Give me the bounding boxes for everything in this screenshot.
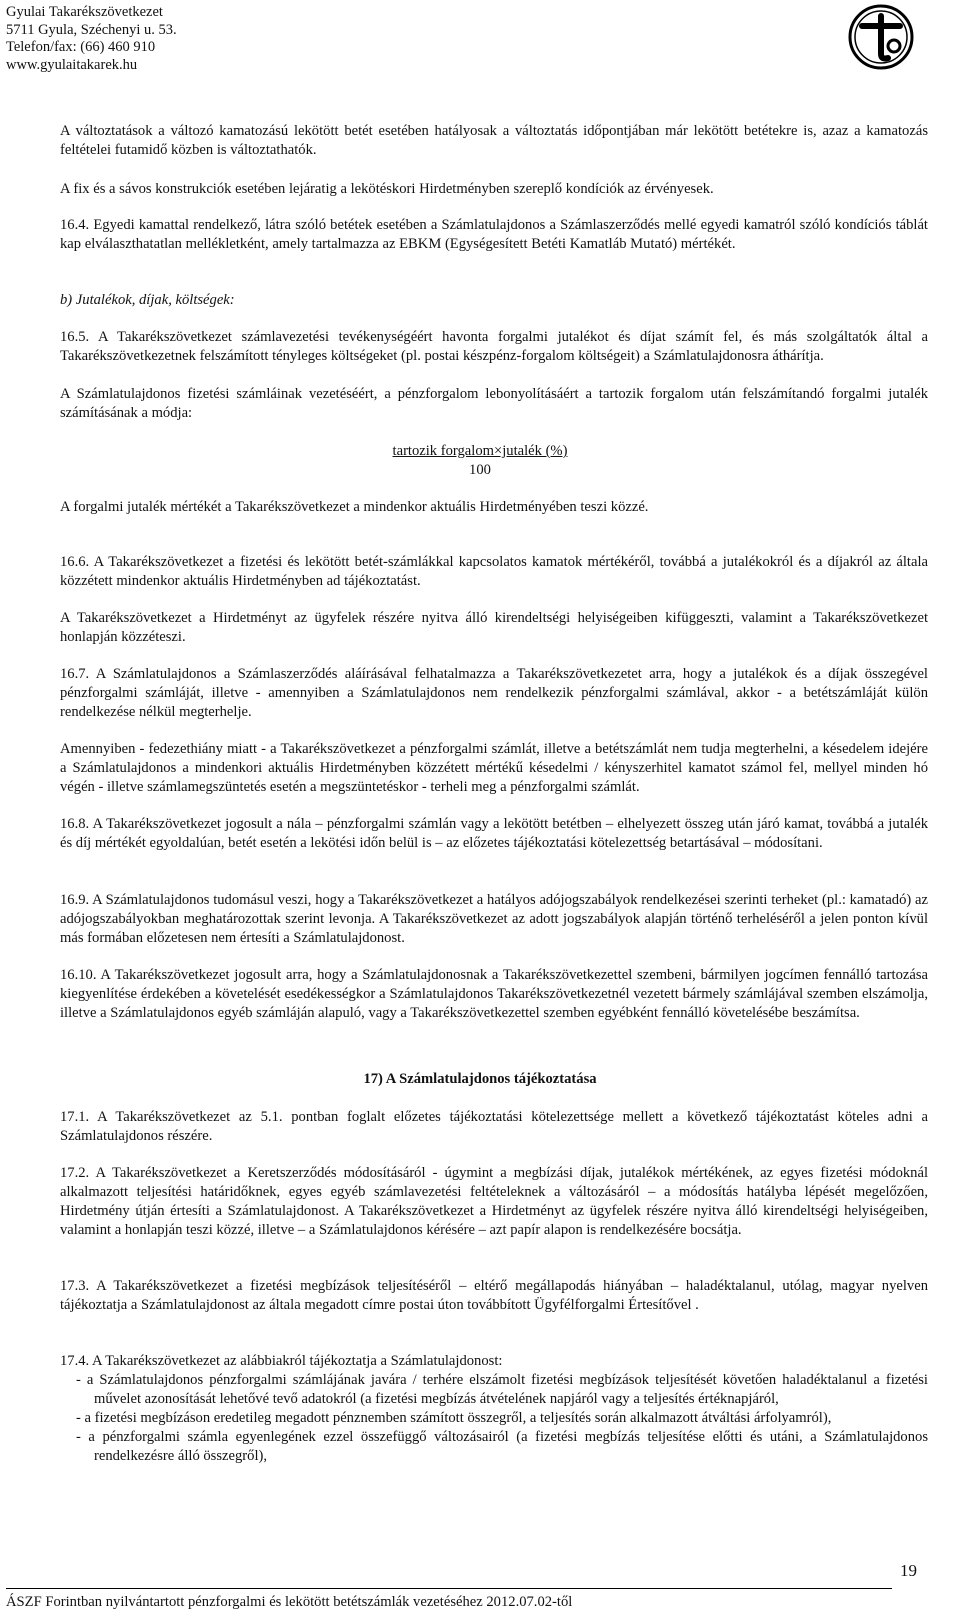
section-16-10: 16.10. A Takarékszövetkezet jogosult arra, hogy a Számlatulajdonosnak a Takarékszövetkezettel szembeni, bármilyen jogcímen fennálló tartozása kiegyenlítése érdekében a követelését esedékességkor a Számlatulajdonos Takarékszövetkezetnél vezetett bármely számlájával szemben elszámolja, illetve a Számlatulajdonos egyéb számláján alapuló, vagy a Takarékszövetkezettel szemben egyébként fennálló követelésébe beszámítsa. (60, 967, 928, 1021)
section-16-5-publish: A forgalmi jutalék mértékét a Takarékszövetkezet a mindenkor aktuális Hirdetményében teszi közzé. (60, 499, 649, 515)
commission-formula (0, 442, 960, 480)
list-item: - a Számlatulajdonos pénzforgalmi számlájának javára / terhére elszámolt fizetési megbízások teljesítését követően haladéktalanul a fizetési művelet azonosítását lehetővé tevő adatokról (a fizetési megbízás átvételének napjáról vagy a teljesítés értéknapjáról, (76, 1372, 928, 1407)
section-16-7: 16.7. A Számlatulajdonos a Számlaszerződés aláírásával felhatalmazza a Takarékszövetkezetet arra, hogy a jutalékok és a díjak összegével pénzforgalmi számláját, illetve - amennyiben a Számlatulajdonos nem rendelkezik pénzforgalmi számlával, akkor - a betétszámláját külön rendelkezése nélkül megterhelje. (60, 666, 928, 720)
section-16-7-overdraft: Amennyiben - fedezethiány miatt - a Takarékszövetkezet a pénzforgalmi számlát, illetve a betétszámlát nem tudja megterhelni, a késedelem idejére a Számlatulajdonos a mindenkori aktuális Hirdetményben közzétett mértékű késedelmi / kényszerhitel kamatot számol fel, mellyel minden hó végén - illetve számlamegszüntetés esetén a megszüntetéskor - terheli meg a pénzforgalmi számlát. (60, 741, 928, 795)
section-16-6-notice: A Takarékszövetkezet a Hirdetményt az ügyfelek részére nyitva álló kirendeltségi helyiségeiben kifüggeszti, valamint a Takarékszövetkezet honlapján közzéteszi. (60, 610, 928, 645)
section-17-4-list (76, 1371, 928, 1466)
section-16-5: 16.5. A Takarékszövetkezet számlavezetési tevékenységéért havonta forgalmi jutalékot és díjat számít fel, és más szolgáltatók által a Takarékszövetkezetnek felszámított tényleges költségeket (pl. postai készpénz-forgalom költségeit) a Számlatulajdonosra áthárítja. (60, 329, 928, 364)
section-17-heading: 17) A Számlatulajdonos tájékoztatása (363, 1071, 597, 1087)
subheading-fees: b) Jutalékok, díjak, költségek: (60, 292, 235, 308)
bank-address: 5711 Gyula, Széchenyi u. 53. (6, 21, 177, 38)
bank-name: Gyulai Takarékszövetkezet (6, 4, 163, 20)
paragraph-variable-rate: A változtatások a változó kamatozású lekötött betét esetében hatályosak a változtatás időpontjában már lekötött betétekre is, azaz a kamatozás feltételei futamidő közben is változtathatók. (60, 123, 928, 158)
section-17-4: 17.4. A Takarékszövetkezet az alábbiakról tájékoztatja a Számlatulajdonost: (60, 1353, 503, 1369)
footer-title: ÁSZF Forintban nyilvántartott pénzforgalmi és lekötött betétszámlák vezetéséhez 2012.07.02-től (6, 1594, 573, 1610)
bank-phone: Telefon/fax: (66) 460 910 (6, 39, 156, 55)
section-16-6: 16.6. A Takarékszövetkezet a fizetési és lekötött betét-számlákkal kapcsolatos kamatok mértékéről, továbbá a jutalékokról és a díjakról az általa közzétett mindenkor aktuális Hirdetményben ad tájékoztatást. (60, 554, 928, 589)
formula-denominator: 100 (469, 462, 491, 478)
section-17-3: 17.3. A Takarékszövetkezet a fizetési megbízások teljesítéséről – eltérő megállapodás hiányában – haladéktalanul, utólag, magyar nyelven tájékoztatja a Számlatulajdonost az általa megadott címre postai úton továbbított Ügyfélforgalmi Értesítővel . (60, 1278, 928, 1313)
takarekszovetkezet-logo-icon (848, 4, 914, 70)
section-16-4: 16.4. Egyedi kamattal rendelkező, látra szóló betétek esetében a Számlatulajdonos a Számlaszerződés mellé egyedi kamatról szóló kondíciós táblát kap elválaszthatatlan mellékletként, amely tartalmazza az EBKM (Egységesített Betéti Kamatláb Mutató) mértékét. (60, 217, 928, 252)
section-16-8: 16.8. A Takarékszövetkezet jogosult a nála – pénzforgalmi számlán vagy a lekötött betétben – elhelyezett összeg után járó kamat, továbbá a jutalék és díj mértékét egyoldalúan, betét esetén a lekötési időn belül is – az előzetes tájékoztatási kötelezettség betartásával – módosítani. (60, 816, 928, 851)
section-17-2: 17.2. A Takarékszövetkezet a Keretszerződés módosításáról - úgymint a megbízási díjak, jutalékok mértékének, az egyes fizetési módoknál alkalmazott teljesítési határidőknek, egyes egyéb számlavezetési feltételeknek a változásáról – a módosítás hatályba lépését megelőzően, Hirdetmény útján értesíti a Számlatulajdonost. A Takarékszövetkezet a Hirdetményt az ügyfelek részére nyitva álló kirendeltségi helyiségeiben, valamint a honlapján teszi közzé, illetve – a Számlatulajdonos kérésére – azt papír alapon is rendelkezésére bocsátja. (60, 1165, 928, 1238)
page-number: 19 (900, 1561, 917, 1580)
formula-numerator: tartozik forgalom×jutalék (%) (392, 443, 568, 459)
section-16-9: 16.9. A Számlatulajdonos tudomásul veszi, hogy a Takarékszövetkezet a hatályos adójogszabályok rendelkezései szerinti terheket (pl.: kamatadó) az adójogszabályokban meghatározottak szerint levonja. A Takarékszövetkezet az adott jogszabályok alapján történő terheléséről a jelen ponton kívül más formában előzetesen nem értesíti a Számlatulajdonost. (60, 892, 928, 946)
paragraph-fixed-rate: A fix és a sávos konstrukciók esetében lejáratig a lekötéskori Hirdetményben szereplő kondíciók az érvényesek. (60, 181, 714, 197)
footer-divider (6, 1588, 892, 1589)
section-16-5-commission: A Számlatulajdonos fizetési számláinak vezetéséért, a pénzforgalom lebonyolításáért a tartozik forgalom után felszámítandó forgalmi jutalék számításának a módja: (60, 386, 928, 421)
section-17-1: 17.1. A Takarékszövetkezet az 5.1. pontban foglalt előzetes tájékoztatási kötelezettsége mellett a következő tájékoztatást köteles adni a Számlatulajdonos részére. (60, 1109, 928, 1144)
bank-website: www.gyulaitakarek.hu (6, 56, 138, 73)
bank-header (6, 4, 177, 74)
list-item: - a fizetési megbízáson eredetileg megadott pénznemben számított összegről, a teljesítés során alkalmazott átváltási árfolyamról), (76, 1410, 832, 1426)
list-item: - a pénzforgalmi számla egyenlegének ezzel összefüggő változásairól (a fizetési megbízás teljesítése előtti és utáni, a Számlatulajdonos rendelkezésre álló összegről), (76, 1429, 928, 1464)
